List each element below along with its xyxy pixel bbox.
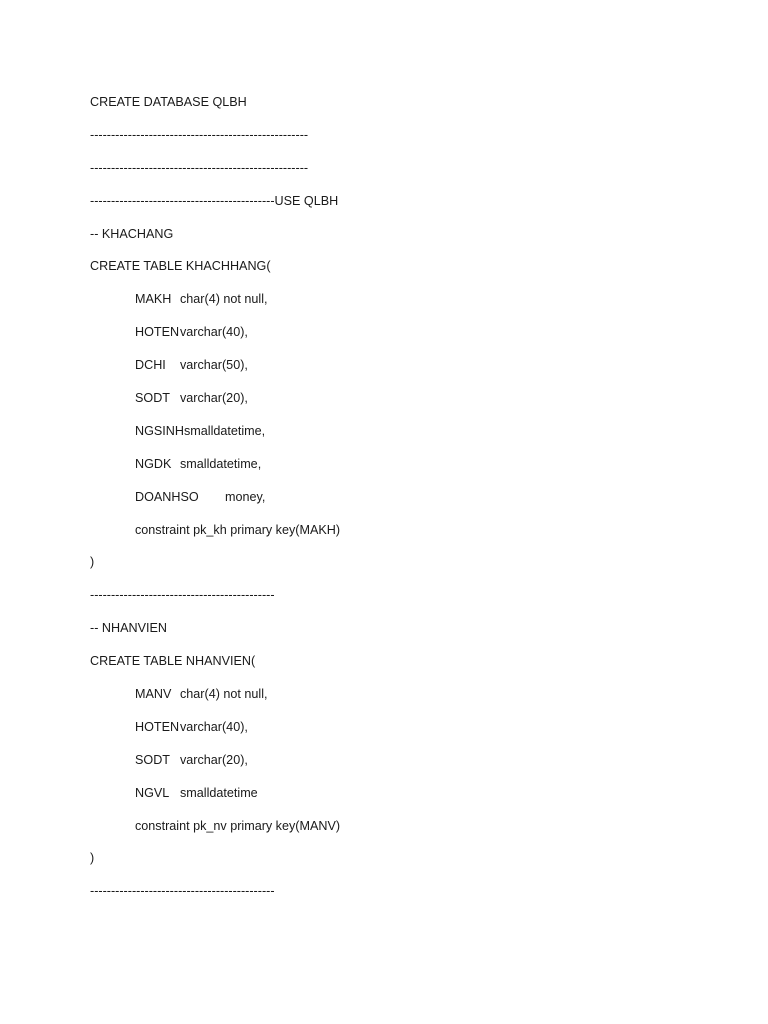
column-type: money, [225, 489, 266, 504]
column-definition [90, 751, 340, 784]
use-database-line: --------------------------------------------USE QLBH [90, 193, 339, 208]
separator-line: ---------------------------------------------------- [90, 160, 309, 175]
column-name: HOTEN [135, 719, 180, 734]
separator-line: ---------------------------------------------------- [90, 127, 309, 142]
column-type: varchar(40), [180, 325, 248, 340]
constraint-line: constraint pk_kh primary key(MAKH) [135, 522, 341, 537]
column-type: smalldatetime, [183, 423, 266, 438]
column-definition [90, 356, 340, 389]
sql-script [90, 93, 340, 915]
separator-line: -------------------------------------------- [90, 588, 275, 603]
column-definition [90, 685, 340, 718]
column-definition [90, 422, 340, 455]
column-name: NGDK [135, 456, 172, 471]
closing-paren: ) [90, 851, 95, 866]
column-name: MANV [135, 687, 172, 702]
separator-line: -------------------------------------------- [90, 884, 275, 899]
create-database-line: CREATE DATABASE QLBH [90, 95, 247, 109]
column-type: char(4) not null, [180, 687, 268, 702]
column-name: NGVL [135, 785, 170, 800]
column-definition [90, 784, 340, 817]
column-definition [90, 290, 340, 323]
column-name: DCHI [135, 358, 166, 373]
column-type: varchar(40), [180, 719, 248, 734]
column-type: char(4) not null, [180, 292, 268, 307]
column-name: SODT [135, 752, 170, 767]
comment-khachang: -- KHACHANG [90, 226, 174, 241]
column-name: NGSINH [135, 423, 184, 438]
column-type: smalldatetime [180, 785, 258, 800]
column-definition [90, 323, 340, 356]
column-name: DOANHSO [135, 489, 199, 504]
column-type: varchar(50), [180, 358, 248, 373]
column-type: varchar(20), [180, 391, 248, 406]
column-definition [90, 718, 340, 751]
create-table-khachhang: CREATE TABLE KHACHHANG( [90, 259, 271, 274]
column-definition [90, 389, 340, 422]
comment-nhanvien: -- NHANVIEN [90, 621, 167, 636]
closing-paren: ) [90, 555, 95, 570]
create-table-nhanvien: CREATE TABLE NHANVIEN( [90, 654, 256, 669]
column-type: varchar(20), [180, 752, 248, 767]
column-definition [90, 488, 340, 521]
constraint-line: constraint pk_nv primary key(MANV) [135, 818, 341, 833]
column-name: HOTEN [135, 325, 180, 340]
column-definition [90, 455, 340, 488]
column-name: MAKH [135, 292, 172, 307]
column-name: SODT [135, 391, 170, 406]
column-type: smalldatetime, [180, 456, 262, 471]
